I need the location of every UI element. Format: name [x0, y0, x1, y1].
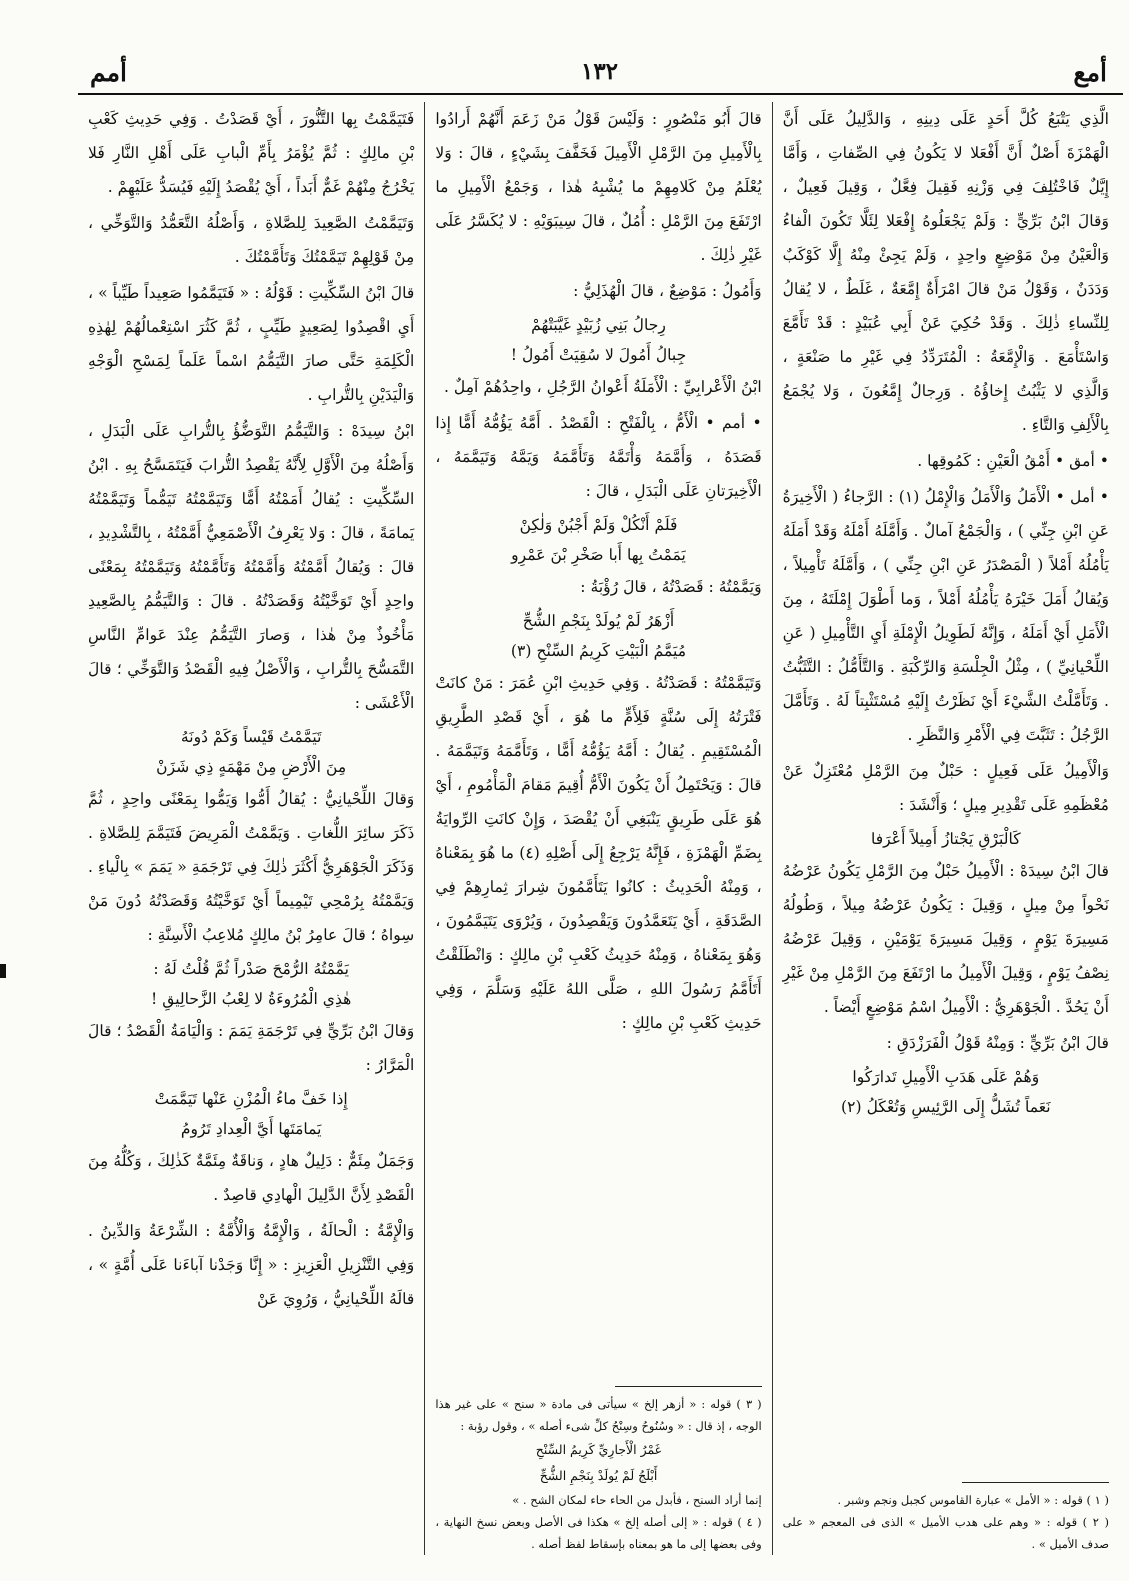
paragraph: وَالْأَمِيلُ عَلَى فَعِيلٍ : حَبْلٌ مِنَ الرَّمْلِ مُعْتَزِلٌ عَنْ مُعْظَمِهِ عَلَى تَقْدِيرِ مِيلٍ ؛ وَأَنْشَدَ :: [777, 762, 1109, 814]
paragraph: قالَ ابْنُ السِّكِّيتِ : قَوْلُهُ : « فَتَيَمَّمُوا صَعِيداً طَيِّباً » ، أَيِ اقْصِدُوا لِصَعِيدٍ طَيِّبٍ ، ثُمَّ كَثُرَ اسْتِعْمالُهُمْ لِهٰذِهِ الْكَلِمَةِ حَتَّى صارَ التَّيَمُّمُ اسْماً عَلَماً لِمَسْحِ الْوَجْهِ وَالْيَدَيْنِ بِالتُّرابِ .: [83, 284, 415, 404]
column-right: [773, 102, 1119, 1555]
header-headword-left: أمم: [90, 58, 127, 87]
page-number: ١٣٢: [580, 58, 619, 85]
footnote: ( ٣ ) قوله : « أزهر إلخ » سيأتى فى مادة « سنح » على غير هذا الوجه ، إذ قال : « وسُنُوحُ وسِنْحُ كلِّ شىء أصله » ، وقول رؤبة :: [431, 1397, 762, 1433]
footnote-rule: [962, 1482, 1109, 1483]
verse-line: إِذا خَفَّ ماءُ الْمُزْنِ عَنْها تَيَمَّمَتْ يَمامَتَها أَيَّ الْعِدادِ تَرُومُ: [154, 1090, 348, 1138]
paragraph: قالَ ابْنُ سِيدَهْ : الْأَمِيلُ حَبْلٌ مِنَ الرَّمْلِ يَكُونُ عَرْضُهُ نَحْواً مِنْ مِيلٍ ، وَقِيلَ : يَكُونُ عَرْضُهُ مِيلاً ، وَطُولُهُ مَسِيرَةَ يَوْمٍ ، وَقِيلَ مَسِيرَةَ يَوْمَيْنِ ، وَقِيلَ عَرْضُهُ نِصْفُ يَوْمٍ ، وَقِيلَ الْأَمِيلُ ما ارْتَفَعَ مِنَ الرَّمْلِ مِنْ غَيْرِ أَنْ يَحُدَّ . الْجَوْهَرِيُّ : الْأَمِيلُ اسْمُ مَوْضِعٍ أَيْضاً .: [777, 862, 1109, 1016]
column-body: [430, 102, 762, 1380]
paragraph: قالَ ابْنُ بَرِّيٍّ : وَمِنْهُ قَوْلُ الْفَرَزْدَقِ :: [886, 1034, 1109, 1052]
paragraph: قالَ أَبُو مَنْصُورٍ : وَلَيْسَ قَوْلُ مَنْ زَعَمَ أَنَّهُمْ أَرادُوا بِالْأَمِيلِ مِنَ الرَّمْلِ الْأَمِيلَ فَخَفَّفَ بِشَيْءٍ ، قالَ : وَلا يُعْلَمُ مِنْ كَلامِهِمْ ما يُشْبِهُ هٰذا ، وَجَمْعُ الْأَمِيلِ ما ارْتَفَعَ مِنَ الرَّمْلِ : أُمُلٌ ، قالَ سِيبَوَيْهِ : لا يُكَسَّرُ عَلَى غَيْرِ ذٰلِكَ .: [430, 110, 762, 264]
footnote: إنما أراد السنح ، فأبدل من الحاء حاء لمكان الشح . »: [512, 1493, 762, 1507]
verse-line: كَالْبَرْقِ يَجْتازُ أَمِيلاً أَعْرَفا: [870, 830, 1021, 848]
entry-paragraph: • أمق • أَمْقُ الْعَيْنِ : كَمُوقِها .: [917, 452, 1109, 470]
column-middle: [425, 102, 772, 1555]
footnote: ( ٢ ) قوله : « وهم على هدب الأميل » الذى فى المعجم « على صدف الأميل » .: [779, 1515, 1109, 1551]
footnote: غَمْرُ الْأَجارِيِّ كَرِيمُ السِّنْحِ أَبْلَجُ لَمْ يُولَدْ بِنَجْمِ الشُّحِّ: [535, 1442, 662, 1483]
column-body: [777, 102, 1109, 1476]
footnotes: [431, 1393, 762, 1555]
paragraph: ابْنُ سِيدَهْ : وَالتَّيَمُّمُ التَّوَضُّؤُ بِالتُّرابِ عَلَى الْبَدَلِ ، وَأَصْلُهُ مِنَ الْأَوَّلِ لِأَنَّهُ يَقْصِدُ التُّرابَ فَيَتَمَسَّحُ بِهِ . ابْنُ السِّكِّيتِ : يُقالُ أَمَمْتُهُ أَمًّا وَتَيَمَّمْتُهُ تَيَمُّماً وَتَيَمَّمْتُهُ يَمامَةً ، قالَ : وَلا يَعْرِفُ الْأَصْمَعِيُّ أَمَّمْتُهُ ، بِالتَّشْدِيدِ ، قالَ : وَيُقالُ أَمَّمْتُهُ وَأَمَّمْتُهُ وَتَأَمَّمْتُهُ وَتَيَمَّمْتُهُ بِمَعْنًى واحِدٍ أَيْ تَوَخَّيْتُهُ وَقَصَدْتُهُ . قالَ : وَالتَّيَمُّمُ بِالصَّعِيدِ مَأْخُوذٌ مِنْ هٰذا ، وَصارَ التَّيَمُّمُ عِنْدَ عَوامِّ النَّاسِ التَّمَسُّحَ بِالتُّرابِ ، وَالْأَصْلُ فِيهِ الْقَصْدُ وَالتَّوَخِّي ؛ قالَ الْأَعْشَى :: [83, 422, 415, 712]
paragraph: وَتَيَمَّمْتُ الصَّعِيدَ لِلصَّلاةِ ، وَأَصْلُهُ التَّعَمُّدُ وَالتَّوَخِّي ، مِنْ قَوْلِهِمْ تَيَمَّمْتُكَ وَتَأَمَّمْتُكَ .: [83, 214, 415, 266]
paragraph: وَالْإِمَّةُ : الْحالَةُ ، وَالْإِمَّةُ وَالْأُمَّةُ : الشِّرْعَةُ وَالدِّينُ . وَفِي التَّنْزِيلِ الْعَزِيزِ : « إِنَّا وَجَدْنا آباءَنا عَلَى أُمَّةٍ » ، قالَهُ اللِّحْيانِيُّ ، وَرُوِيَ عَنْ: [83, 1222, 415, 1308]
paragraph: وَقالَ اللِّحْيانِيُّ : يُقالُ أَمُّوا وَيَمُّوا بِمَعْنًى واحِدٍ ، ثُمَّ ذَكَرَ سائِرَ اللُّغاتِ . وَيَمَّمْتُ الْمَرِيضَ فَتَيَمَّمَ لِلصَّلاةِ . وَذَكَرَ الْجَوْهَرِيُّ أَكْثَرَ ذٰلِكَ فِي تَرْجَمَةِ « يَمَمَ » بِالْياءِ . وَيَمَّمْتُهُ بِرُمْحِي تَيْمِيماً أَيْ تَوَخَّيْتُهُ وَقَصَدْتُهُ دُونَ مَنْ سِواهُ ؛ قالَ عامِرُ بْنُ مالِكٍ مُلاعِبُ الْأَسِنَّةِ :: [83, 790, 415, 944]
header-rule: [78, 93, 1123, 95]
header-headword-right: أمع: [1073, 58, 1107, 87]
paragraph: وَأَمُولُ : مَوْضِعٌ ، قالَ الْهُذَلِيُّ :: [573, 282, 762, 300]
verse-line: يَمَّمْتُهُ الرُّمْحَ صَدْراً ثُمَّ قُلْتُ لَهُ : هٰذِي الْمُرُوءَةُ لا لِعْبُ الزَّحالِيقِ !: [150, 960, 352, 1008]
paragraph: فَتَيَمَّمْتُ بِها التَّنُّورَ ، أَيْ قَصَدْتُ . وَفِي حَدِيثِ كَعْبِ بْنِ مالِكٍ : ثُمَّ يُؤْمَرُ بِأَمِّ الْبابِ عَلَى أَهْلِ النَّارِ فَلا يَخْرُجُ مِنْهُمْ غَمٌّ أَبَداً ، أَيْ يُقْصَدُ إِلَيْهِ فَيُسَدُّ عَلَيْهِمْ .: [83, 110, 415, 196]
footnote-rule: [615, 1386, 762, 1387]
verse-line: فَلَمْ أَنْكُلْ وَلَمْ أَجْبُنْ وَلٰكِنْ يَمَمْتُ بِها أَبا صَخْرِ بْنَ عَمْرِو: [511, 516, 686, 564]
footnote: ( ٤ ) قوله : « إلى أصله إلخ » هكذا فى الأصل وبعض نسخ النهاية ، وفى بعضها إلى ما هو بمعناه بإسقاط لفظ أصله .: [431, 1515, 762, 1551]
verse-line: رِجالُ بَنِي زُبَيْدٍ غَيَّبَتْهُمْ جِبالُ أَمُولَ لا سُقِيَتْ أَمُولُ !: [510, 316, 687, 364]
paragraph: ابْنُ الْأَعْرابِيِّ : الْأَمَلَةُ أَعْوانُ الرَّجُلِ ، واحِدُهُمْ آمِلٌ .: [443, 378, 762, 396]
verse-line: وَهُمْ عَلَى هَدَبِ الْأَمِيلِ تَدارَكُوا نَعَماً تُشَلُّ إِلَى الرَّئِيسِ وَتُعْكَلُ (٢): [841, 1068, 1051, 1116]
text-columns: [78, 102, 1119, 1555]
paragraph: وَقالَ ابْنُ بَرِّيٍّ فِي تَرْجَمَةِ يَمَمَ : وَالْيَامَةُ الْقَصْدُ ؛ قالَ الْمَرَّارُ :: [83, 1022, 415, 1074]
footnotes: [779, 1489, 1109, 1555]
entry-paragraph: • أمل • الْأَمَلُ وَالْأَمَلُ وَالْإِمْلُ (١) : الرَّجاءُ ( الْأَخِيرَةُ عَنِ ابْنِ جِنِّي ) ، وَالْجَمْعُ آمالٌ . وَأَمَّلَهُ أَمْلَهُ وَقَدْ أَمَلَهُ يَأْمُلُهُ أَمْلاً ( الْمَصْدَرُ عَنِ ابْنِ جِنِّي ) ، وَأَمَّلَهُ تَأْمِيلاً ، وَيُقالُ أَمَلَ خَيْرَهُ يَأْمُلُهُ أَمْلاً ، وَما أَطْوَلَ إِمْلَتَهُ ، مِنَ الْأَمَلِ أَيْ أَمَلَهُ ، وَإِنَّهُ لَطَوِيلُ الْإِمْلَةِ أَيِ التَّأْمِيلِ ( عَنِ اللِّحْيانِيِّ ) ، مِثْلُ الْجِلْسَةِ وَالرِّكْبَةِ . وَالتَّأَمُّلُ : التَّثَبُّتُ . وَتَأَمَّلْتُ الشَّيْءَ أَيْ نَظَرْتُ إِلَيْهِ مُسْتَثْبِتاً لَهُ . وَتَأَمَّلَ الرَّجُلُ : تَثَبَّتَ فِي الْأَمْرِ وَالنَّظَرِ .: [777, 488, 1109, 744]
page-header: [78, 56, 1121, 96]
entry-paragraph: • أمم • الْأَمُّ ، بِالْفَتْحِ : الْقَصْدُ . أَمَّهُ يَؤُمُّهُ أَمًّا إِذا قَصَدَهُ ، وَأَمَّمَهُ وَأْتَمَّهُ وَتَأَمَّمَهُ وَيَمَّهُ وَتَيَمَّمَهُ ، الْأَخِيرَتانِ عَلَى الْبَدَلِ ، قالَ :: [430, 414, 762, 500]
paragraph: وَجَمَلٌ مِئَمٌّ : دَلِيلٌ هادٍ ، وَناقَةٌ مِئَمَّةٌ كَذٰلِكَ ، وَكُلُّهُ مِنَ الْقَصْدِ لِأَنَّ الدَّلِيلَ الْهادِي قاصِدٌ .: [83, 1152, 415, 1204]
paragraph: وَيَمَّمْتُهُ : قَصَدْتُهُ ، قالَ رُؤْبَةُ :: [580, 578, 762, 596]
paragraph: وَتَيَمَّمْتُهُ : قَصَدْتُهُ . وَفِي حَدِيثِ ابْنِ عُمَرَ : مَنْ كانَتْ فَتْرَتُهُ إِلَى سُنَّةٍ فَلِأَمٍّ ما هُوَ ، أَيْ قَصْدِ الطَّرِيقِ الْمُسْتَقِيمِ . يُقالُ : أَمَّهُ يَؤُمُّهُ أَمًّا ، وَتَأَمَّمَهُ وَتَيَمَّمَهُ . قالَ : وَيَحْتَمِلُ أَنْ يَكُونَ الْأَمُّ أُقِيمَ مَقامَ الْمَأْمُومِ ، أَيْ هُوَ عَلَى طَرِيقٍ يَنْبَغِي أَنْ يُقْصَدَ ، وَإِنْ كانَتِ الرِّوايَةُ بِضَمِّ الْهَمْزَةِ ، فَإِنَّهُ يَرْجِعُ إِلَى أَصْلِهِ (٤) ما هُوَ بِمَعْناهُ ، وَمِنْهُ الْحَدِيثُ : كانُوا يَتَأَمَّمُونَ شِرارَ ثِمارِهِمْ فِي الصَّدَقَةِ ، أَيْ يَتَعَمَّدُونَ وَيَقْصِدُونَ ، وَيُرْوَى يَتَيَمَّمُونَ ، وَهُوَ بِمَعْناهُ ، وَمِنْهُ حَدِيثُ كَعْبِ بْنِ مالِكٍ : وَانْطَلَقْتُ أَتَأَمَّمُ رَسُولَ اللهِ ، صَلَّى اللهُ عَلَيْهِ وَسَلَّمَ ، وَفِي حَدِيثِ كَعْبِ بْنِ مالِكٍ :: [430, 674, 762, 1032]
column-body: [83, 102, 415, 1555]
column-left: [78, 102, 425, 1555]
margin-mark: [0, 964, 6, 978]
paragraph: الَّذِي يَتْبَعُ كُلَّ أَحَدٍ عَلَى دِينِهِ ، وَالدَّلِيلُ عَلَى أَنَّ الْهَمْزَةَ أَصْلٌ أَنَّ أَفْعَلا لا يَكُونُ فِي الصِّفاتِ ، وَأَمَّا إِيَّلٌ فَاخْتُلِفَ فِي وَزْنِهِ فَقِيلَ فِعَّلٌ ، وَقِيلَ فَعِيلٌ ، وَقالَ ابْنُ بَرِّيٍّ : وَلَمْ يَجْعَلُوهُ إِفْعَلا لِئَلَّا تَكُونَ الْفاءُ وَالْعَيْنُ مِنْ مَوْضِعٍ واحِدٍ ، وَلَمْ يَجِئْ مِنْهُ إِلَّا كَوْكَبٌ وَدَدَنٌ ، وَقَوْلُ مَنْ قالَ امْرَأَةٌ إِمَّعَةٌ ، غَلَطٌ ، لا يُقالُ لِلنِّساءِ ذٰلِكَ . وَقَدْ حُكِيَ عَنْ أَبِي عُبَيْدٍ : قَدْ تَأَمَّعَ وَاسْتَأْمَعَ . وَالْإِمَّعَةُ : الْمُتَرَدِّدُ فِي غَيْرِ ما صَنْعَةٍ ، وَالَّذِي لا يَثْبُتُ إِخاؤُهُ . وَرِجالٌ إِمَّعُونَ ، وَلا يُجْمَعُ بِالْأَلِفِ وَالتَّاءِ .: [777, 110, 1109, 434]
footnote: ( ١ ) قوله : « الأمل » عبارة القاموس كجبل ونجم وشبر .: [837, 1493, 1109, 1507]
verse-line: أَزْهَرُ لَمْ يُولَدْ بِنَجْمِ الشُّحِّ مُيَمَّمُ الْبَيْتِ كَرِيمُ السِّنْحِ (٣): [510, 612, 687, 660]
verse-line: تَيَمَّمْتُ قَيْساً وَكَمْ دُونَهُ مِنَ الْأَرْضِ مِنْ مَهْمَهٍ ذِي شَزَنْ: [156, 728, 347, 776]
